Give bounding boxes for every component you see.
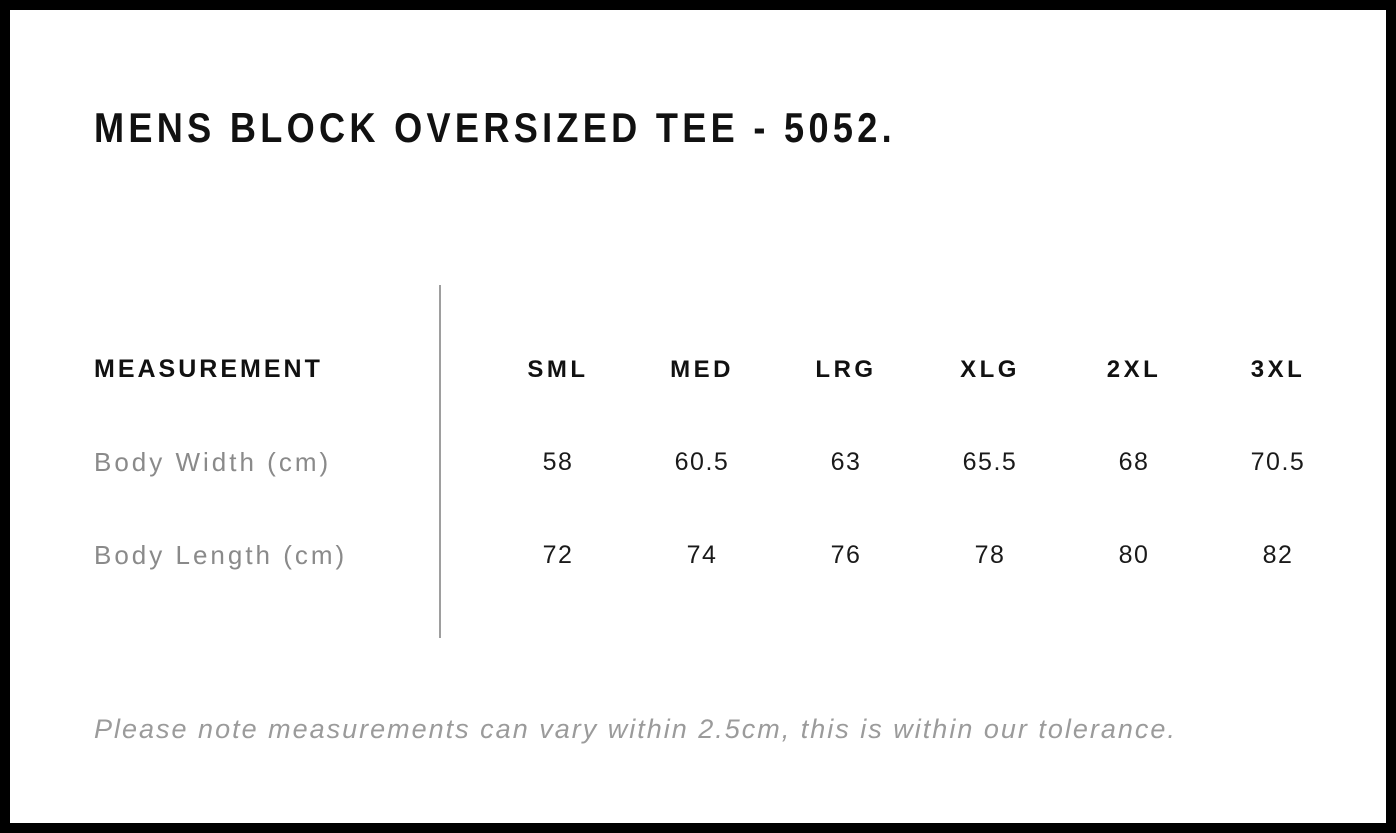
tolerance-note: Please note measurements can vary within 2.5cm, this is within our tolerance. bbox=[94, 714, 1177, 744]
measurement-value: 82 bbox=[1262, 541, 1294, 569]
measurement-value: 78 bbox=[974, 541, 1006, 569]
size-column-header: XLG bbox=[960, 355, 1020, 383]
measurement-row-label: Body Length (cm) bbox=[94, 540, 348, 570]
measurement-value: 70.5 bbox=[1250, 448, 1306, 476]
measurement-value: 80 bbox=[1118, 541, 1150, 569]
page-title: MENS BLOCK OVERSIZED TEE - 5052. bbox=[94, 104, 896, 151]
size-chart-table bbox=[94, 323, 1356, 602]
size-column-header: LRG bbox=[815, 355, 877, 383]
size-column-header: MED bbox=[670, 355, 734, 383]
size-column-header: 3XL bbox=[1250, 355, 1306, 383]
measurement-value: 74 bbox=[686, 541, 718, 569]
size-column-header: 2XL bbox=[1106, 355, 1162, 383]
measurement-value: 58 bbox=[542, 448, 574, 476]
page-content bbox=[10, 10, 1386, 746]
measurement-value: 76 bbox=[830, 541, 862, 569]
table-row bbox=[94, 416, 1356, 509]
measurement-value: 63 bbox=[830, 448, 862, 476]
measurement-column-header: MEASUREMENT bbox=[94, 355, 323, 383]
size-column-header: SML bbox=[527, 355, 589, 383]
measurement-value: 68 bbox=[1118, 448, 1150, 476]
measurement-value: 72 bbox=[542, 541, 574, 569]
table-vertical-divider bbox=[439, 285, 441, 638]
size-chart-header-row bbox=[94, 323, 1356, 416]
measurement-row-label: Body Width (cm) bbox=[94, 447, 332, 477]
measurement-value: 60.5 bbox=[674, 448, 730, 476]
measurement-value: 65.5 bbox=[962, 448, 1018, 476]
table-row bbox=[94, 509, 1356, 602]
